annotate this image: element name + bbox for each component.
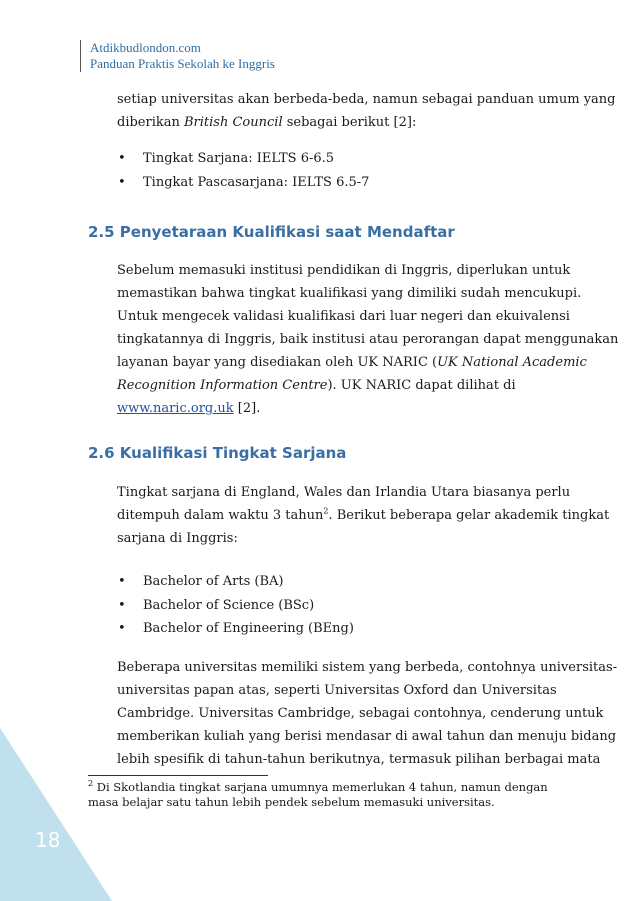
running-header — [80, 40, 275, 72]
text-span: . Berikut beberapa gelar akademik tingkat — [328, 508, 610, 523]
footnote-line — [88, 780, 558, 795]
paragraph-line: universitas papan atas, seperti Universitas Oxford dan Universitas — [117, 683, 557, 698]
paragraph-line: Tingkat sarjana di England, Wales dan Irlandia Utara biasanya perlu — [117, 485, 571, 500]
footnote-marker: 2 — [88, 779, 94, 789]
footnote-divider — [88, 775, 268, 776]
british-council-italic: British Council — [184, 115, 283, 130]
paragraph-line — [117, 374, 567, 397]
text-span: ditempuh dalam waktu 3 tahun — [117, 508, 324, 523]
header-site: Atdikbudlondon.com — [90, 40, 201, 55]
text-span: layanan bayar yang disediakan oleh UK NARIC ( — [117, 355, 438, 370]
text-span: diberikan — [117, 115, 184, 130]
list-item: • Tingkat Sarjana: IELTS 6-6.5 — [117, 147, 369, 171]
paragraph-line: sarjana di Inggris: — [117, 531, 238, 546]
naric-italic: Recognition Information Centre — [117, 378, 328, 393]
paragraph-line — [117, 504, 610, 527]
paragraph-line: Beberapa universitas memiliki sistem yang berbeda, contohnya universitas- — [117, 660, 618, 675]
header-subtitle: Panduan Praktis Sekolah ke Inggris — [90, 56, 275, 71]
intro-line: setiap universitas akan berbeda-beda, namun sebagai panduan umum yang — [117, 92, 616, 107]
intro-line — [117, 111, 567, 134]
text-span: [2]. — [233, 401, 261, 416]
footnote-line: masa belajar satu tahun lebih pendek sebelum memasuki universitas. — [88, 795, 495, 809]
section-heading-2-6: 2.6 Kualifikasi Tingkat Sarjana — [88, 444, 347, 462]
corner-triangle — [0, 728, 112, 901]
paragraph-line — [117, 397, 567, 420]
paragraph-line: Sebelum memasuki institusi pendidikan di Inggris, diperlukan untuk — [117, 263, 571, 278]
naric-italic: UK National Academic — [437, 355, 587, 370]
text-span: ). UK NARIC dapat dilihat di — [327, 378, 516, 393]
text-span: Di Skotlandia tingkat sarjana umumnya memerlukan 4 tahun, namun dengan — [93, 780, 548, 794]
paragraph-line: lebih spesifik di tahun-tahun berikutnya, termasuk pilihan berbagai mata — [117, 752, 601, 767]
page-number: 18 — [35, 828, 61, 852]
list-item: • Bachelor of Science (BSc) — [117, 594, 354, 618]
section-2-5-paragraph — [117, 259, 619, 420]
intro-paragraph — [117, 88, 616, 134]
paragraph-line: Untuk mengecek validasi kualifikasi dari luar negeri dan ekuivalensi — [117, 309, 570, 324]
list-item: • Tingkat Pascasarjana: IELTS 6.5-7 — [117, 171, 369, 195]
list-item: • Bachelor of Engineering (BEng) — [117, 617, 354, 641]
section-heading-2-5: 2.5 Penyetaraan Kualifikasi saat Mendaftar — [88, 223, 455, 241]
list-item: • Bachelor of Arts (BA) — [117, 570, 354, 594]
paragraph-line — [117, 351, 587, 374]
ielts-list — [117, 147, 369, 194]
footnote — [88, 780, 558, 810]
section-2-6-paragraph-1 — [117, 481, 610, 550]
naric-link[interactable]: www.naric.org.uk — [117, 401, 234, 416]
paragraph-line: memastikan bahwa tingkat kualifikasi yang dimiliki sudah mencukupi. — [117, 286, 582, 301]
section-2-6-paragraph-2 — [117, 656, 618, 771]
degree-list — [117, 570, 354, 641]
footnote-ref[interactable]: 2 — [323, 506, 329, 516]
paragraph-line: tingkatannya di Inggris, baik institusi atau perorangan dapat menggunakan — [117, 332, 619, 347]
paragraph-line: memberikan kuliah yang berisi mendasar di awal tahun dan menuju bidang — [117, 729, 617, 744]
paragraph-line: Cambridge. Universitas Cambridge, sebagai contohnya, cenderung untuk — [117, 706, 604, 721]
text-span: sebagai berikut [2]: — [282, 115, 417, 130]
corner-decoration — [0, 728, 112, 901]
